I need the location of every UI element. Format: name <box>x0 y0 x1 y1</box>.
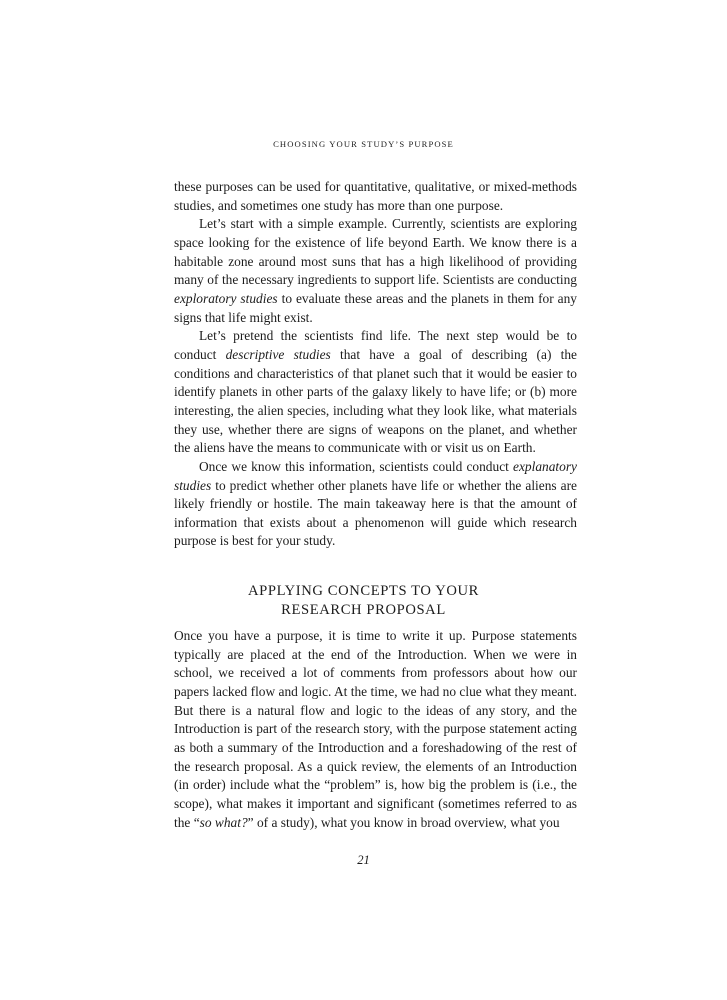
paragraph-text: to evaluate these areas and the planets in them for any signs that life might exist. <box>174 290 577 325</box>
paragraph-text: to predict whether other planets have life or whether the aliens are likely friendly or hostile. The main takeaway here is that the amount of information that exists about a phenomenon will guide which research purpose is best for your study. <box>174 477 577 549</box>
section-heading-line: RESEARCH PROPOSAL <box>281 601 446 618</box>
paragraph-text: Let’s pretend the scientists find life. The next step would be to conduct <box>174 328 577 362</box>
section-heading <box>0 582 727 620</box>
paragraph <box>174 627 577 832</box>
page-number: 21 <box>357 853 370 867</box>
paragraph <box>174 178 577 215</box>
emphasis-term: explanatory studies <box>174 458 577 493</box>
emphasis-term: descriptive studies <box>225 346 331 362</box>
running-head: CHOOSING YOUR STUDY’S PURPOSE <box>273 139 454 149</box>
section-heading-line: APPLYING CONCEPTS TO YOUR <box>248 583 479 599</box>
paragraph-text: Once we know this information, scientists could conduct <box>199 458 514 474</box>
paragraph <box>174 327 577 458</box>
paragraph <box>174 215 577 327</box>
emphasis-term: exploratory studies <box>174 290 278 306</box>
body-text <box>174 178 577 551</box>
paragraph-text: Let’s start with a simple example. Currently, scientists are exploring space looking for the existence of life beyond Earth. We know there is a habitable zone around most suns that has a high likelihood of providing many of the necessary ingredients to support life. Scientists are conducting <box>174 216 577 288</box>
paragraph-text: that have a goal of describing (a) the conditions and characteristics of that planet such that it would be easier to identify planets in other parts of the galaxy likely to have life; or (b) more interesting, the alien species, including what they look like, what materials they use, whether there are signs of weapons on the planet, and whether the aliens have the means to communicate with or visit us on Earth. <box>174 346 577 456</box>
paragraph-text: ” of a study), what you know in broad overview, what you <box>247 814 560 830</box>
paragraph-text: these purposes can be used for quantitative, qualitative, or mixed-methods studies, and sometimes one study has more than one purpose. <box>174 179 577 213</box>
emphasis-term: so what? <box>199 814 248 830</box>
paragraph-text: Once you have a purpose, it is time to write it up. Purpose statements typically are placed at the end of the Introduction. When we were in school, we received a lot of comments from professors about how our papers lacked flow and logic. At the time, we had no clue what they meant. But there is a natural flow and logic to the ideas of any story, and the Introduction is part of the research story, with the purpose statement acting as both a summary of the Introduction and a foreshadowing of the rest of the research proposal. As a quick review, the elements of an Introduction (in order) include what the “problem” is, how big the problem is (i.e., the scope), what makes it important and significant (sometimes referred to as the “ <box>174 628 577 830</box>
section-body-text <box>174 627 577 832</box>
paragraph <box>174 458 577 551</box>
